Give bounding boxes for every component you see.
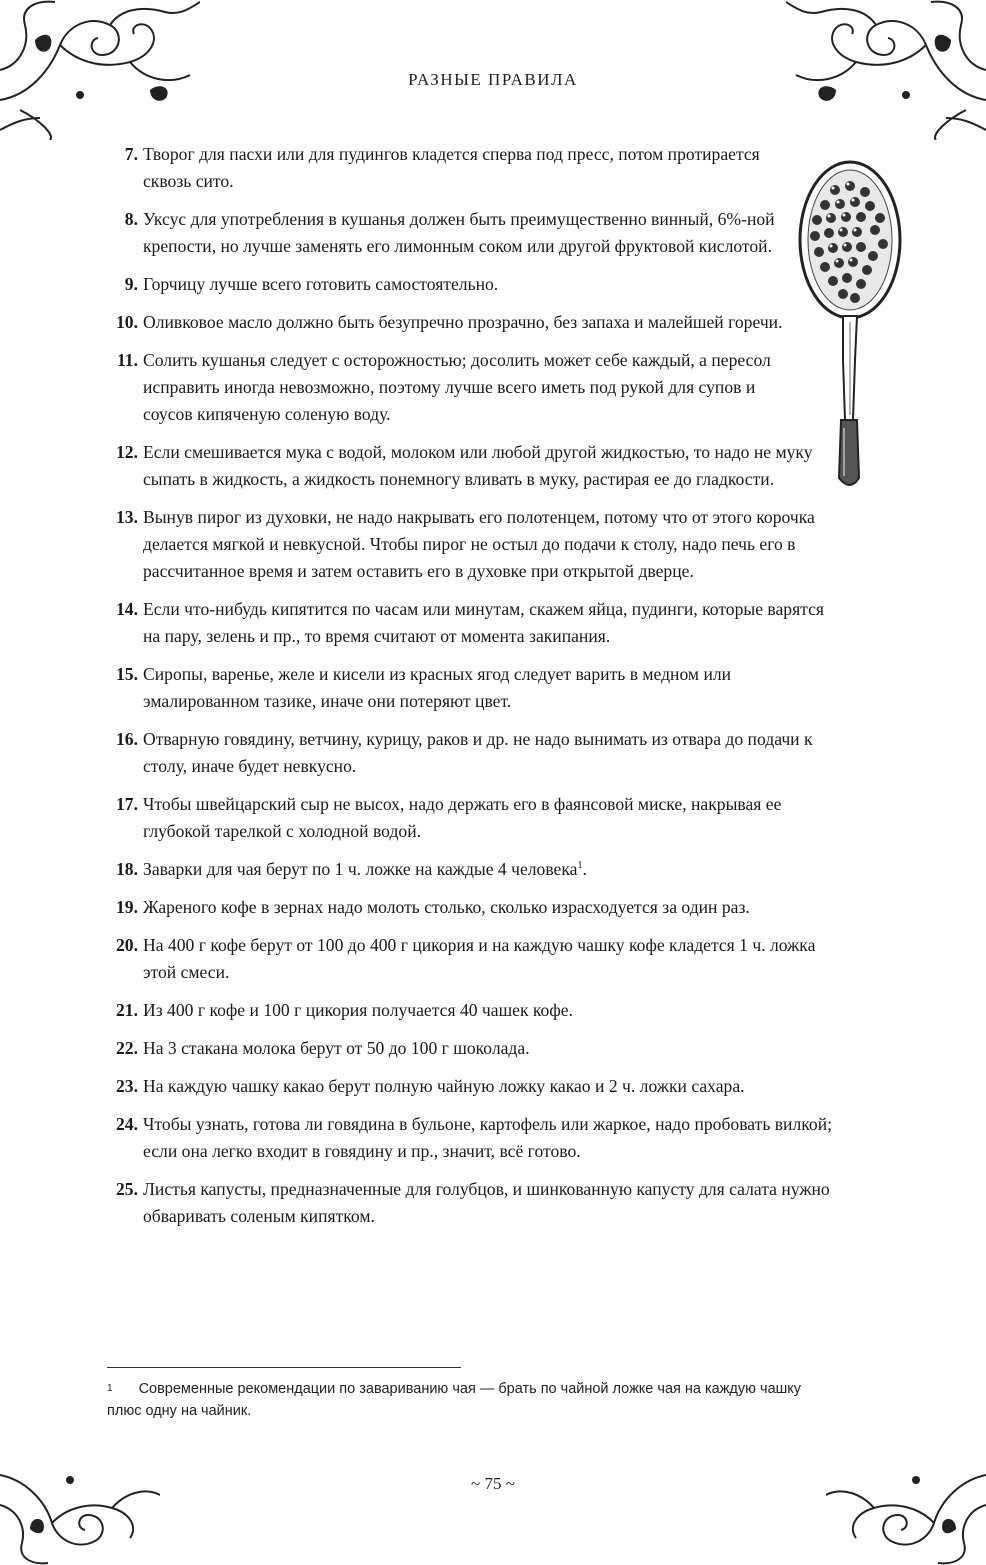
rules-list	[100, 141, 845, 1241]
item-text: Жареного кофе в зернах надо молоть столько, сколько израсходуется за один раз.	[143, 897, 750, 917]
item-text: Горчицу лучше всего готовить самостоятельно.	[143, 274, 499, 294]
item-text: Оливковое масло должно быть безупречно прозрачно, без запаха и малейшей горечи.	[143, 312, 783, 332]
footnote-divider	[107, 1367, 461, 1368]
item-number: 8.	[124, 209, 138, 229]
item-text: Листья капусты, предназначенные для голубцов, и шинкованную капусту для салата нужно обваривать соленым кипятком.	[143, 1179, 830, 1226]
item-number: 10.	[116, 312, 138, 332]
item-number: 24.	[116, 1114, 138, 1134]
footnote-mark: 1	[107, 1383, 113, 1394]
list-item	[100, 856, 845, 883]
list-item	[100, 997, 845, 1024]
item-number: 20.	[116, 935, 138, 955]
corner-ornament-icon	[0, 1435, 160, 1565]
item-number: 25.	[116, 1179, 138, 1199]
corner-ornament-icon	[826, 1435, 986, 1565]
item-text	[143, 859, 587, 879]
list-item	[100, 309, 845, 336]
item-number: 23.	[116, 1076, 138, 1096]
item-number: 19.	[116, 897, 138, 917]
footnote-text: Современные рекомендации по завариванию чая — брать по чайной ложке чая на каждую чашку плюс одну на чайник.	[107, 1381, 802, 1419]
item-number: 12.	[116, 442, 138, 462]
item-text: Чтобы узнать, готова ли говядина в бульоне, картофель или жаркое, надо пробовать вилкой; если она легко входит в говядину и пр., значит, всё готово.	[143, 1114, 833, 1161]
list-item	[100, 894, 845, 921]
item-text: На каждую чашку какао берут полную чайную ложку какао и 2 ч. ложки сахара.	[143, 1076, 745, 1096]
list-item	[100, 661, 845, 715]
item-text: Вынув пирог из духовки, не надо накрывать его полотенцем, потому что от этого корочка делается мягкой и невкусной. Чтобы пирог не остыл до подачи к столу, надо печь его в рассчитанное время и затем оставить его в духовке при открытой дверце.	[143, 507, 815, 581]
running-header: РАЗНЫЕ ПРАВИЛА	[408, 70, 578, 89]
list-item	[100, 791, 845, 845]
item-number: 17.	[116, 794, 138, 814]
item-text: Сиропы, варенье, желе и кисели из красных ягод следует варить в медном или эмалированном тазике, иначе они потеряют цвет.	[143, 664, 732, 711]
list-item	[100, 596, 845, 650]
item-text-tail: .	[582, 859, 587, 879]
item-text: Если что-нибудь кипятится по часам или минутам, скажем яйца, пудинги, которые варятся на пару, зелень и пр., то время считают от момента закипания.	[143, 599, 824, 646]
page-number: ~ 75 ~	[471, 1474, 515, 1493]
list-item	[100, 206, 845, 260]
item-number: 7.	[124, 144, 138, 164]
item-text-main: Заварки для чая берут по 1 ч. ложке на каждые 4 человека	[143, 859, 578, 879]
item-text: Если смешивается мука с водой, молоком или любой другой жидкостью, то надо не муку сыпать в жидкость, а жидкость понемногу вливать в муку, растирая ее до гладкости.	[143, 442, 813, 489]
list-item	[100, 439, 845, 493]
item-text: Творог для пасхи или для пудингов кладется сперва под пресс, потом протирается сквозь сито.	[143, 144, 760, 191]
item-number: 14.	[116, 599, 138, 619]
item-text: Отварную говядину, ветчину, курицу, раков и др. не надо вынимать из отвара до подачи к столу, иначе будет невкусно.	[143, 729, 813, 776]
item-number: 15.	[116, 664, 138, 684]
footnote-reference[interactable]: 1	[577, 860, 583, 872]
item-text: Солить кушанья следует с осторожностью; досолить может себе каждый, а пересол исправить иногда невозможно, поэтому лучше всего иметь под рукой для супов и соусов кипяченую соленую воду.	[143, 350, 771, 424]
item-text: На 400 г кофе берут от 100 до 400 г цикория и на каждую чашку кофе кладется 1 ч. ложка этой смеси.	[143, 935, 816, 982]
item-number: 18.	[116, 859, 138, 879]
list-item	[100, 347, 845, 428]
item-number: 13.	[116, 507, 138, 527]
list-item	[100, 932, 845, 986]
footnote	[107, 1378, 817, 1422]
item-number: 22.	[116, 1038, 138, 1058]
item-number: 9.	[124, 274, 138, 294]
list-item	[100, 1111, 845, 1165]
item-text: Чтобы швейцарский сыр не высох, надо держать его в фаянсовой миске, накрывая ее глубокой тарелкой с холодной водой.	[143, 794, 782, 841]
list-item	[100, 1176, 845, 1230]
list-item	[100, 1035, 845, 1062]
item-text: На 3 стакана молока берут от 50 до 100 г шоколада.	[143, 1038, 530, 1058]
item-text: Из 400 г кофе и 100 г цикория получается 40 чашек кофе.	[143, 1000, 573, 1020]
item-number: 16.	[116, 729, 138, 749]
list-item	[100, 141, 845, 195]
item-number: 11.	[116, 350, 138, 370]
list-item	[100, 271, 845, 298]
list-item	[100, 504, 845, 585]
item-text: Уксус для употребления в кушанья должен быть преимущественно винный, 6%-ной крепости, но лучше заменять его лимонным соком или другой фруктовой кислотой.	[143, 209, 775, 256]
list-item	[100, 726, 845, 780]
list-item	[100, 1073, 845, 1100]
item-number: 21.	[116, 1000, 138, 1020]
